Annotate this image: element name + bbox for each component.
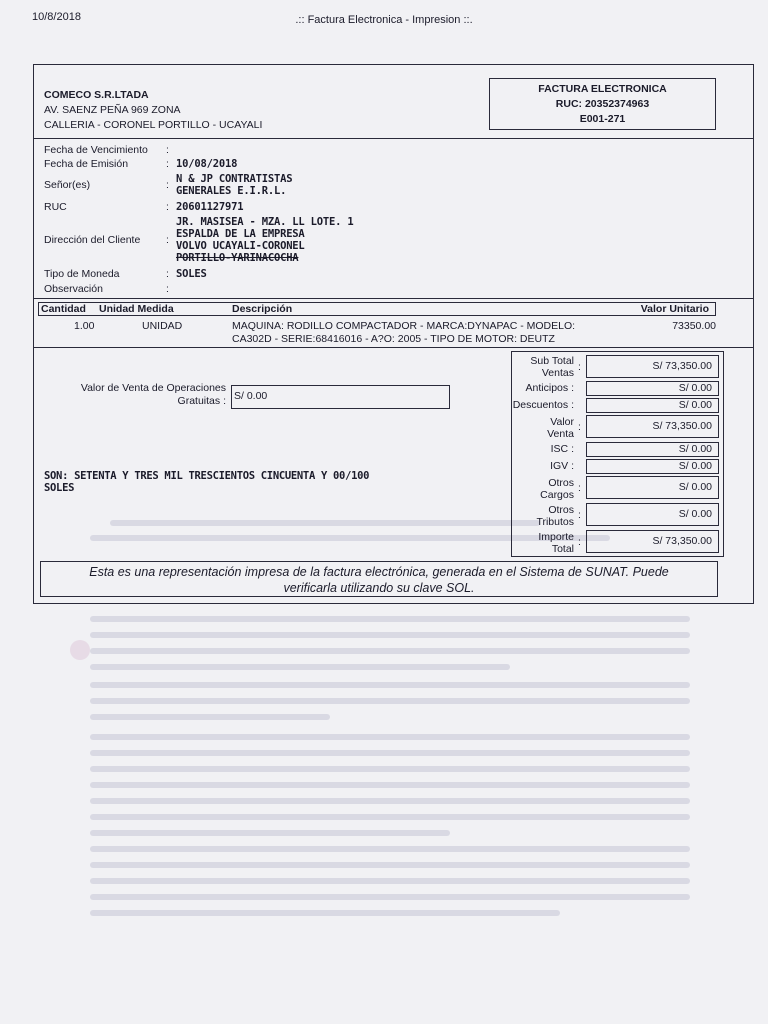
issuer-ruc: RUC: 20352374963 (555, 98, 650, 110)
field-label-observacion: Observación (44, 283, 103, 295)
bleed-through-text (90, 698, 690, 704)
total-value-otros-tributos: S/ 0.00 (586, 503, 719, 526)
items-divider (34, 347, 753, 348)
total-colon: : (578, 482, 581, 494)
field-value-senor-1: N & JP CONTRATISTAS (176, 173, 293, 185)
total-label-otros-tributos: Otros Tributos (536, 504, 574, 528)
bleed-through-text (90, 632, 690, 638)
sunat-notice-line-2: verificarla utilizando su clave SOL. (283, 581, 475, 595)
company-block (44, 88, 262, 133)
bleed-through-text (90, 664, 510, 670)
total-label-igv: IGV : (550, 460, 574, 472)
total-value-otros-cargos: S/ 0.00 (586, 476, 719, 499)
gratuitas-label-line-1: Valor de Venta de Operaciones (80, 382, 226, 394)
sunat-notice (40, 561, 718, 597)
field-label-emision: Fecha de Emisión (44, 158, 129, 170)
total-label-importe-total: Importe Total (538, 531, 574, 555)
bleed-through-text (90, 782, 690, 788)
company-address-line-1: AV. SAENZ PEÑA 969 ZONA (44, 104, 181, 116)
amount-in-words-line-1: SON: SETENTA Y TRES MIL TRESCIENTOS CINCUENTA Y 00/100 (44, 470, 370, 482)
amount-in-words (44, 470, 369, 494)
item-valor-unitario: 73350.00 (672, 320, 716, 332)
bleed-through-text (90, 910, 560, 916)
total-value-anticipos: S/ 0.00 (586, 381, 719, 396)
total-value-descuentos: S/ 0.00 (586, 398, 719, 413)
item-cantidad: 1.00 (74, 320, 95, 332)
field-value-ruc: 20601127971 (176, 201, 244, 213)
total-label-anticipos: Anticipos : (525, 382, 574, 394)
total-label-descuentos: Descuentos : (512, 399, 574, 411)
field-value-direccion-1: JR. MASISEA - MZA. LL LOTE. 1 (176, 216, 354, 228)
gratuitas-value: S/ 0.00 (231, 385, 450, 409)
gratuitas-label (54, 382, 226, 408)
col-header-descripcion: Descripción (232, 303, 293, 315)
gratuitas-label-line-2: Gratuitas : (177, 395, 226, 407)
field-value-senor-2: GENERALES E.I.R.L. (176, 185, 287, 197)
total-value-importe-total: S/ 73,350.00 (586, 530, 719, 553)
field-label-moneda: Tipo de Moneda (44, 268, 120, 280)
field-label-direccion: Dirección del Cliente (44, 234, 141, 246)
paper-stain (70, 640, 90, 660)
total-value-valor-venta: S/ 73,350.00 (586, 415, 719, 438)
bleed-through-text (90, 798, 690, 804)
field-colon: : (166, 144, 169, 156)
field-label-ruc: RUC (44, 201, 67, 213)
field-value-direccion-3: VOLVO UCAYALI-CORONEL (176, 240, 305, 252)
total-colon: : (578, 421, 581, 433)
total-value-subtotal: S/ 73,350.00 (586, 355, 719, 378)
col-header-cantidad: Cantidad (41, 303, 86, 315)
company-address-line-2: CALLERIA - CORONEL PORTILLO - UCAYALI (44, 119, 263, 131)
field-colon: : (166, 268, 169, 280)
amount-in-words-line-2: SOLES (44, 482, 75, 494)
bleed-through-text (90, 648, 690, 654)
field-colon: : (166, 201, 169, 213)
invoice-type: FACTURA ELECTRONICA (538, 83, 667, 95)
total-colon: : (578, 361, 581, 373)
total-value-isc: S/ 0.00 (586, 442, 719, 457)
field-value-direccion-4: PORTILLO-YARINACOCHA (176, 252, 299, 264)
sunat-notice-line-1: Esta es una representación impresa de la factura electrónica, generada en el Sistema de SUNAT. Puede (89, 565, 669, 579)
bleed-through-text (90, 750, 690, 756)
col-header-valor: Valor Unitario (640, 303, 709, 315)
field-value-direccion-2: ESPALDA DE LA EMPRESA (176, 228, 305, 240)
bleed-through-text (90, 734, 690, 740)
print-page-title: .:: Factura Electronica - Impresion ::. (295, 14, 473, 26)
field-colon: : (166, 179, 169, 191)
bleed-through-text (90, 878, 690, 884)
item-descripcion-1: MAQUINA: RODILLO COMPACTADOR - MARCA:DYNAPAC - MODELO: (232, 320, 576, 332)
fields-divider (34, 298, 753, 299)
bleed-through-text (90, 862, 690, 868)
bleed-through-text (90, 814, 690, 820)
items-table-header (38, 302, 716, 316)
field-label-vencimiento: Fecha de Vencimiento (44, 144, 148, 156)
total-colon: : (578, 536, 581, 548)
total-value-igv: S/ 0.00 (586, 459, 719, 474)
field-colon: : (166, 158, 169, 170)
field-colon: : (166, 283, 169, 295)
field-value-emision: 10/08/2018 (176, 158, 238, 170)
total-label-isc: ISC : (550, 443, 574, 455)
field-label-senor: Señor(es) (44, 179, 91, 191)
total-label-valor-venta: Valor Venta (547, 416, 574, 440)
total-label-otros-cargos: Otros Cargos (540, 477, 574, 501)
invoice-number: E001-271 (579, 113, 626, 125)
bleed-through-text (90, 682, 690, 688)
bleed-through-text (90, 846, 690, 852)
field-value-moneda: SOLES (176, 268, 207, 280)
bleed-through-text (90, 616, 690, 622)
item-unidad: UNIDAD (142, 320, 183, 332)
bleed-through-text (90, 714, 330, 720)
print-date: 10/8/2018 (32, 11, 81, 23)
total-label-subtotal: Sub Total Ventas (530, 355, 574, 379)
total-colon: : (578, 509, 581, 521)
header-divider (34, 138, 753, 139)
invoice-id-box (489, 78, 716, 130)
col-header-unidad: Unidad Medida (99, 303, 174, 315)
field-colon: : (166, 234, 169, 246)
company-name: COMECO S.R.LTADA (44, 89, 149, 101)
item-descripcion-2: CA302D - SERIE:68416016 - A?O: 2005 - TIPO DE MOTOR: DEUTZ (232, 333, 555, 345)
bleed-through-text (90, 766, 690, 772)
bleed-through-text (90, 894, 690, 900)
bleed-through-text (90, 830, 450, 836)
